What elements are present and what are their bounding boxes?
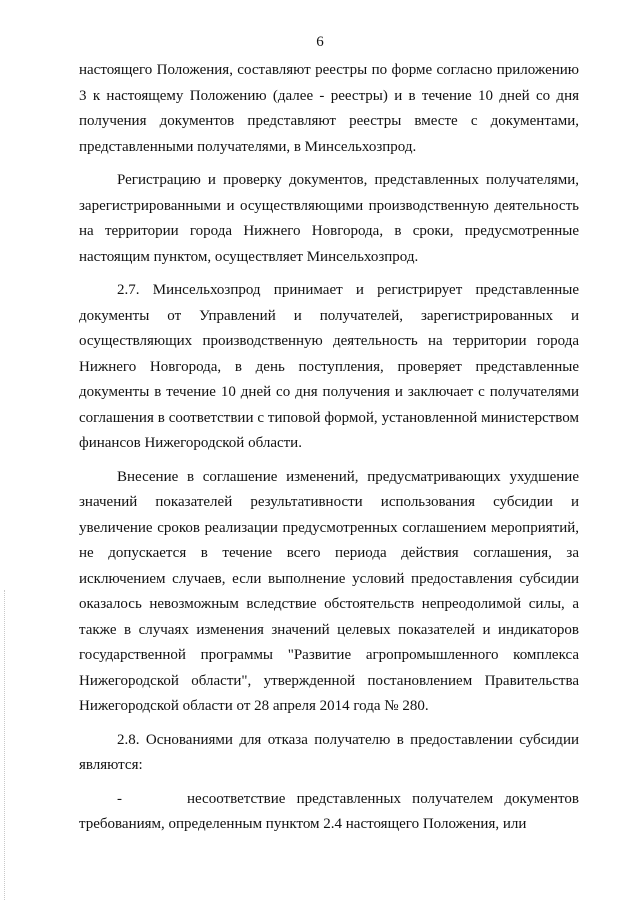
paragraph-amendments: Внесение в соглашение изменений, предусматривающих ухудшение значений показателей результативности использования субсидии и увеличение сроков реализации предусмотренных соглашением мероприятий, не допускается в течение всего периода действия соглашения, за исключением случаев, если выполнение условий предоставления субсидии оказалось невозможным вследствие обстоятельств непреодолимой силы, а также в случаях изменения значений целевых показателей и индикаторов государственной программы "Развитие агропромышленного комплекса Нижегородской области", утвержденной постановлением Правительства Нижегородской области от 28 апреля 2014 года № 280. xyxy=(79,468,579,714)
paragraph-registration: Регистрацию и проверку документов, представленных получателями, зарегистрированными и осуществляющими производственную деятельность на территории города Нижнего Новгорода, в сроки, предусмотренные настоящим пунктом, осуществляет Минсельхозпрод. xyxy=(79,172,579,265)
bullet-item xyxy=(79,787,579,838)
page-number: 6 xyxy=(316,34,324,50)
paragraph-2-8: 2.8. Основаниями для отказа получателю в предоставлении субсидии являются: xyxy=(79,731,579,773)
document-body xyxy=(79,58,579,846)
paragraph-continuation: настоящего Положения, составляют реестры по форме согласно приложению 3 к настоящему Положению (далее - реестры) и в течение 10 дней со дня получения документов представляют реестры вместе с документами, представленными получателями, в Минсельхозпрод. xyxy=(79,62,579,155)
paragraph-2-7: 2.7. Минсельхозпрод принимает и регистрирует представленные документы от Управлений и получателей, зарегистрированных и осуществляющих производственную деятельность на территории города Нижнего Новгорода, в день поступления, проверяет представленные документы в течение 10 дней со дня получения и заключает с получателями соглашения в соответствии с типовой формой, установленной министерством финансов Нижегородской области. xyxy=(79,282,579,451)
bullet-text: несоответствие представленных получателем документов требованиям, определенным пунктом 2.4 настоящего Положения, или xyxy=(79,790,579,832)
scan-edge-marks xyxy=(4,590,6,900)
bullet-marker: - xyxy=(117,790,122,807)
